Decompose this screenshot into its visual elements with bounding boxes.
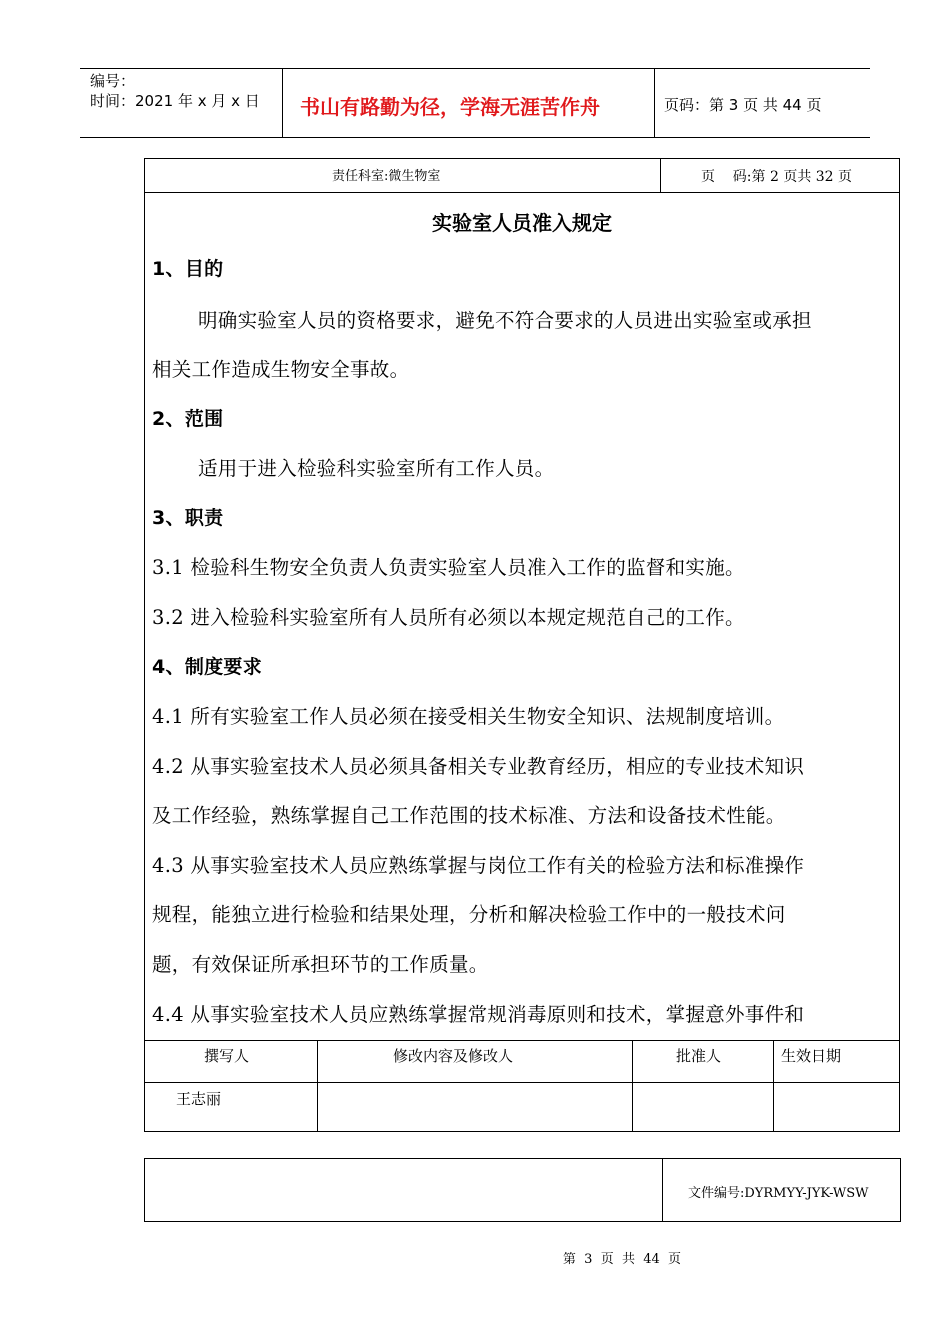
section-2-heading: 2、范围 xyxy=(152,408,224,430)
sign-header-revision: 修改内容及修改人 xyxy=(393,1047,514,1065)
doc-page-info: 页 码:第 2 页共 32 页 xyxy=(701,169,853,185)
department-label: 责任科室:微生物室 xyxy=(332,169,441,184)
section-4-item: 规程，能独立进行检验和结果处理，分析和解决检验工作中的一般技术问 xyxy=(152,903,786,926)
section-4-item: 4.4 从事实验室技术人员应熟练掌握常规消毒原则和技术，掌握意外事件和 xyxy=(152,1003,805,1026)
sign-col-divider xyxy=(632,1040,633,1132)
sign-col-divider xyxy=(317,1040,318,1132)
sign-header-effective-date: 生效日期 xyxy=(781,1047,842,1065)
section-1-paragraph: 相关工作造成生物安全事故。 xyxy=(152,358,410,381)
header-divider xyxy=(282,69,283,137)
sign-table-top xyxy=(145,1040,899,1041)
section-1-heading: 1、目的 xyxy=(152,258,224,280)
sign-author-name: 王志丽 xyxy=(176,1090,222,1108)
section-3-item: 3.1 检验科生物安全负责人负责实验室人员准入工作的监督和实施。 xyxy=(152,556,745,579)
doc-number-divider xyxy=(662,1159,663,1221)
sign-col-divider xyxy=(773,1040,774,1132)
section-4-item: 4.3 从事实验室技术人员应熟练掌握与岗位工作有关的检验方法和标准操作 xyxy=(152,854,805,877)
section-2-paragraph: 适用于进入检验科实验室所有工作人员。 xyxy=(198,457,555,480)
sign-header-author: 撰写人 xyxy=(204,1047,250,1065)
header-page-label: 页码：第 3 页 共 44 页 xyxy=(664,96,822,114)
section-4-item: 4.1 所有实验室工作人员必须在接受相关生物安全知识、法规制度培训。 xyxy=(152,705,785,728)
section-4-heading: 4、制度要求 xyxy=(152,656,263,678)
motto: 书山有路勤为径，学海无涯苦作舟 xyxy=(300,95,600,119)
sign-header-approver: 批准人 xyxy=(676,1047,722,1065)
section-4-item: 及工作经验，熟练掌握自己工作范围的技术标准、方法和设备技术性能。 xyxy=(152,804,786,827)
doc-header-divider xyxy=(145,192,899,193)
section-1-paragraph: 明确实验室人员的资格要求，避免不符合要求的人员进出实验室或承担 xyxy=(198,309,812,332)
section-3-heading: 3、职责 xyxy=(152,507,224,529)
section-4-item: 4.2 从事实验室技术人员必须具备相关专业教育经历，相应的专业技术知识 xyxy=(152,755,805,778)
time-label: 时间：2021 年 x 月 x 日 xyxy=(90,92,260,110)
header-divider xyxy=(654,69,655,137)
document-title: 实验室人员准入规定 xyxy=(432,211,612,235)
doc-number: 文件编号:DYRMYY-JYK-WSW xyxy=(688,1186,869,1201)
code-label: 编号： xyxy=(90,72,136,90)
sign-table-row-divider xyxy=(145,1082,899,1083)
page-footer: 第 3 页 共 44 页 xyxy=(562,1252,682,1267)
section-4-item: 题，有效保证所承担环节的工作质量。 xyxy=(152,953,489,976)
doc-header-col-divider xyxy=(660,159,661,192)
section-3-item: 3.2 进入检验科实验室所有人员所有必须以本规定规范自己的工作。 xyxy=(152,606,745,629)
